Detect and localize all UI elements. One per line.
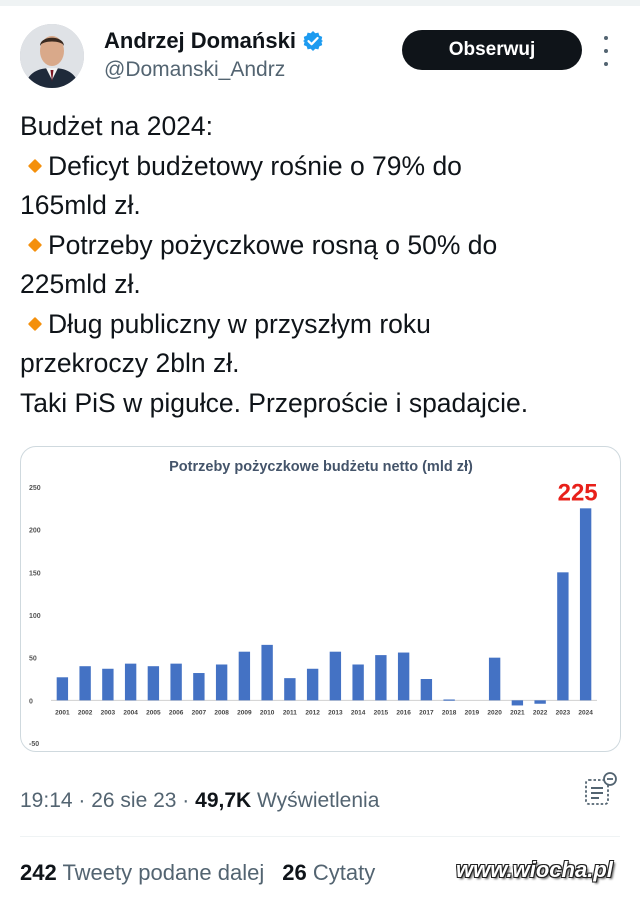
author-name[interactable]: Andrzej Domański <box>104 28 296 53</box>
x-tick-label: 2011 <box>282 709 297 717</box>
views-count: 49,7K <box>195 789 252 812</box>
tweet-meta <box>20 789 379 813</box>
bar-2023 <box>557 572 568 700</box>
x-tick-label: 2002 <box>77 709 93 717</box>
x-tick-label: 2024 <box>578 709 593 717</box>
orange-diamond-icon <box>28 237 42 251</box>
x-tick-label: 2007 <box>191 709 207 717</box>
quotes-stat[interactable] <box>282 860 375 885</box>
avatar-image <box>20 24 84 88</box>
x-tick-label: 2013 <box>328 709 343 717</box>
retweets-stat[interactable] <box>20 860 264 885</box>
quotes-label: Cytaty <box>312 860 376 885</box>
bar-2012 <box>307 669 318 701</box>
x-tick-label: 2017 <box>419 709 434 717</box>
tweet-line: Budżet na 2024: <box>20 111 214 141</box>
x-tick-label: 2015 <box>373 709 389 717</box>
bar-2014 <box>352 664 363 700</box>
y-tick-label: 0 <box>29 698 33 706</box>
bar-2011 <box>284 678 295 700</box>
y-tick-label: -50 <box>29 741 40 748</box>
x-tick-label: 2008 <box>214 709 229 717</box>
orange-diamond-icon <box>28 316 42 330</box>
chart-title: Potrzeby pożyczkowe budżetu netto (mld zł) <box>169 459 473 475</box>
author-handle[interactable]: @Domanski_Andrz <box>104 58 286 81</box>
more-options-icon[interactable] <box>598 36 614 66</box>
tweet-media-chart[interactable] <box>20 446 621 752</box>
retweets-count: 242 <box>20 860 57 885</box>
x-tick-label: 2006 <box>168 709 184 717</box>
x-tick-label: 2001 <box>55 709 70 717</box>
verified-badge-icon <box>302 30 324 52</box>
tweet-line: przekroczy 2bln zł. <box>20 348 240 378</box>
stats-divider <box>20 836 620 837</box>
x-tick-label: 2022 <box>532 709 548 717</box>
x-tick-label: 2010 <box>259 709 275 717</box>
bar-2001 <box>57 677 68 700</box>
bar-2016 <box>398 653 409 701</box>
bar-2015 <box>375 655 386 700</box>
author-block <box>104 28 324 82</box>
top-divider <box>0 0 640 6</box>
bar-2009 <box>239 652 250 701</box>
bar-2024 <box>580 508 591 700</box>
x-tick-label: 2023 <box>555 709 571 717</box>
x-tick-label: 2016 <box>396 709 411 717</box>
retweets-label: Tweety podane dalej <box>62 860 265 885</box>
x-tick-label: 2003 <box>100 709 116 717</box>
bar-2021 <box>512 700 523 705</box>
tweet-stats <box>20 860 375 886</box>
tweet-text <box>20 107 620 423</box>
bar-2008 <box>216 664 227 700</box>
x-tick-label: 2014 <box>350 709 366 717</box>
tweet-line: 225mld zł. <box>20 269 141 299</box>
views-label: Wyświetlenia <box>257 789 380 812</box>
analytics-icon[interactable] <box>580 770 620 810</box>
y-tick-label: 50 <box>29 655 37 663</box>
quotes-count: 26 <box>282 860 307 885</box>
x-tick-label: 2005 <box>146 709 161 717</box>
x-tick-label: 2004 <box>123 709 138 717</box>
y-tick-label: 150 <box>29 570 41 578</box>
tweet-header <box>0 22 640 92</box>
y-tick-label: 250 <box>29 485 41 492</box>
orange-diamond-icon <box>28 158 42 172</box>
bar-2013 <box>330 652 341 701</box>
bar-2007 <box>193 673 204 700</box>
bar-2020 <box>489 658 500 701</box>
bar-2006 <box>170 664 181 701</box>
tweet-bullet-line: Potrzeby pożyczkowe rosną o 50% do <box>20 226 620 266</box>
bar-2004 <box>125 664 136 701</box>
x-tick-label: 2020 <box>487 709 502 717</box>
x-tick-label: 2021 <box>510 709 525 717</box>
y-tick-label: 200 <box>29 527 41 535</box>
x-tick-label: 2018 <box>441 709 457 717</box>
tweet-date[interactable]: 26 sie 23 <box>91 789 177 812</box>
watermark: www.wiocha.pl <box>456 857 613 882</box>
x-tick-label: 2012 <box>305 709 320 717</box>
avatar[interactable] <box>20 24 84 88</box>
tweet-time[interactable]: 19:14 <box>20 789 73 812</box>
meta-separator: · <box>176 789 196 812</box>
bar-2010 <box>261 645 272 700</box>
bar-2017 <box>421 679 432 700</box>
bar-2003 <box>102 669 113 701</box>
meta-separator: · <box>72 789 92 812</box>
bar-chart <box>21 447 621 752</box>
tweet-line: 165mld zł. <box>20 190 141 220</box>
tweet-bullet-line: Deficyt budżetowy rośnie o 79% do <box>20 147 620 187</box>
tweet-bullet-line: Dług publiczny w przyszłym roku <box>20 305 620 345</box>
bar-2002 <box>79 666 90 700</box>
bar-2022 <box>534 700 545 703</box>
y-tick-label: 100 <box>29 613 41 620</box>
bar-2005 <box>148 666 159 700</box>
follow-button[interactable]: Obserwuj <box>402 30 582 70</box>
x-tick-label: 2019 <box>464 709 480 717</box>
x-tick-label: 2009 <box>237 709 252 717</box>
chart-annotation-225: 225 <box>557 479 598 507</box>
tweet-line: Taki PiS w pigułce. Przeproście i spadajcie. <box>20 387 529 418</box>
bar-2018 <box>443 699 454 700</box>
